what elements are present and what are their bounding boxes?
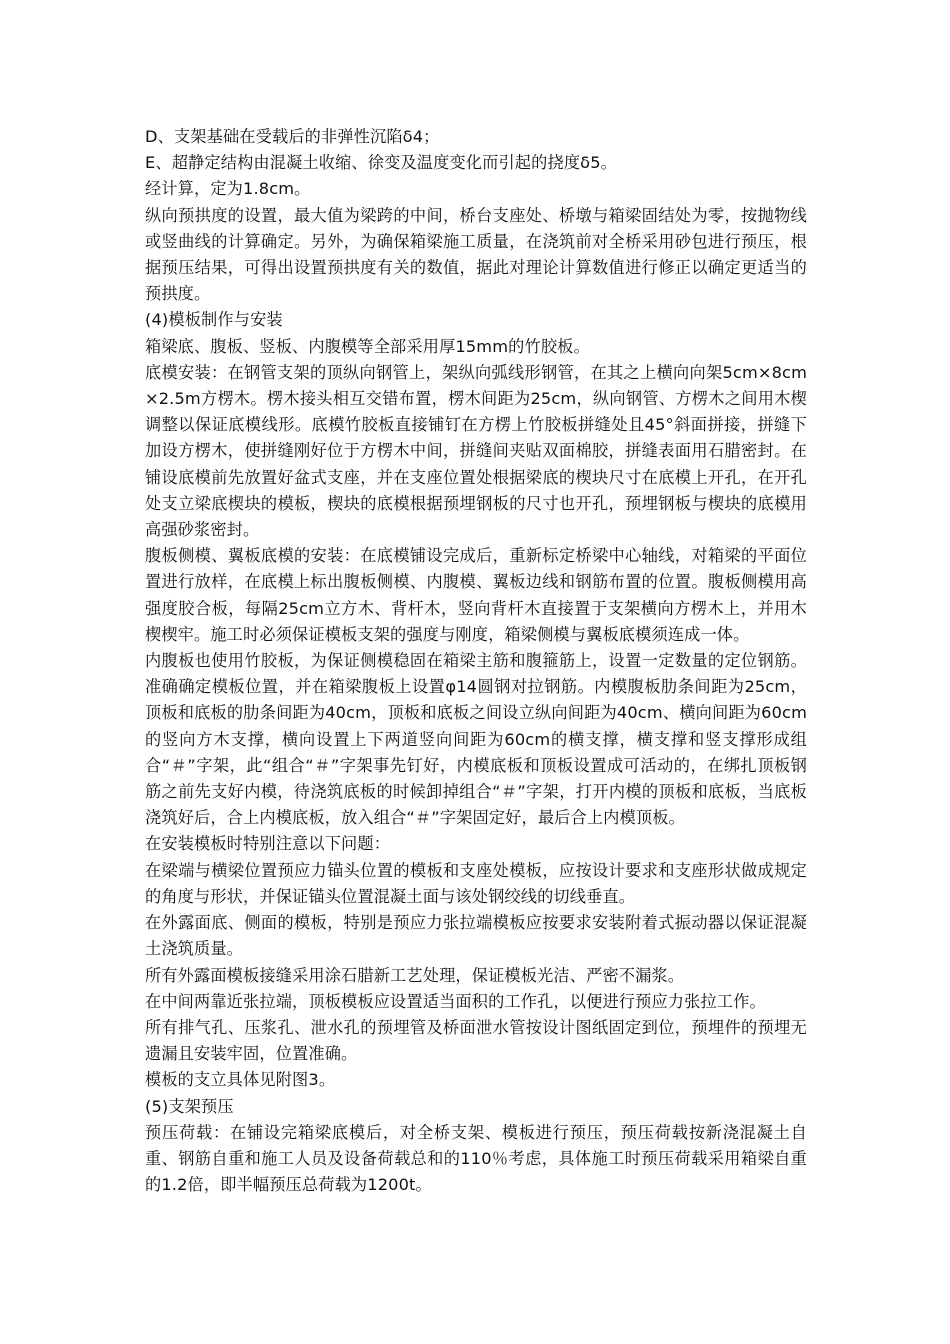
paragraph-anchor-forms: 在梁端与横梁位置预应力锚头位置的模板和支座处模板，应按设计要求和支座形状做成规定的角度与形状，并保证锚头位置混凝土面与该处钢绞线的切线垂直。 (145, 860, 807, 906)
document-body (145, 124, 807, 1198)
paragraph-preload: 预压荷载：在铺设完箱梁底模后，对全桥支架、模板进行预压，预压荷载按新浇混凝土自重、钢筋自重和施工人员及设备荷载总和的110％考虑，具体施工时预压荷载采用箱梁自重的1.2倍，即半幅预压总荷载为1200t。 (145, 1122, 807, 1195)
paragraph-e-item: E、超静定结构由混凝土收缩、徐变及温度变化而引起的挠度δ5。 (145, 153, 617, 173)
paragraph-d-item: D、支架基础在受载后的非弹性沉陷δ4； (145, 127, 440, 146)
section-heading-formwork: (4)模板制作与安装 (145, 310, 283, 330)
paragraph-bottom-form: 底模安装：在钢管支架的顶纵向钢管上，架纵向弧线形钢管，在其之上横向向架5cm×8cm×2.5m方楞木。楞木接头相互交错布置，楞木间距为25cm，纵向钢管、方楞木之间用木楔调整以保证底模线形。底模竹胶板直接铺钉在方楞上竹胶板拼缝处且45°斜面拼接，拼缝下加设方楞木，使拼缝刚好位于方楞木中间，拼缝间夹贴双面棉胶，拼缝表面用石腊密封。在铺设底模前先放置好盆式支座，并在支座位置处根据梁底的楔块尺寸在底模上开孔，在开孔处支立梁底楔块的模板，楔块的底模根据预埋钢板的尺寸也开孔，预埋钢板与楔块的底模用高强砂浆密封。 (145, 362, 807, 540)
section-heading-preload: (5)支架预压 (145, 1096, 234, 1116)
paragraph-notes-intro: 在安装模板时特别注意以下问题： (145, 834, 391, 854)
paragraph-figure-ref: 模板的支立具体见附图3。 (145, 1070, 336, 1090)
paragraph-web-side-form: 腹板侧模、翼板底模的安装：在底模铺设完成后，重新标定桥梁中心轴线，对箱梁的平面位置进行放样，在底模上标出腹板侧模、内腹模、翼板边线和钢筋布置的位置。腹板侧模用高强度胶合板，每隔25cm立方木、背杆木，竖向背杆木直接置于支架横向方楞木上，并用木楔楔牢。施工时必须保证模板支架的强度与刚度，箱梁侧模与翼板底模须连成一体。 (145, 546, 807, 644)
paragraph-calc-result: 经计算，定为1.8cm。 (145, 179, 311, 199)
paragraph-joints: 所有外露面模板接缝采用涂石腊新工艺处理，保证模板光洁、严密不漏浆。 (145, 965, 685, 985)
paragraph-inner-web: 内腹板也使用竹胶板，为保证侧模稳固在箱梁主筋和腹箍筋上，设置一定数量的定位钢筋。准确确定模板位置，并在箱梁腹板上设置φ14圆钢对拉钢筋。内模腹板肋条间距为25cm，顶板和底板的肋条间距为40cm，顶板和底板之间设立纵向间距为40cm、横向间距为60cm的竖向方木支撑，横向设置上下两道竖向间距为60cm的横支撑，横支撑和竖支撑形成组合“＃”字架，此“组合“＃”字架事先钉好，内模底板和顶板设置成可活动的，在绑扎顶板钢筋之前先支好内模，待浇筑底板的时候卸掉组合“＃”字架，打开内模的顶板和底板，当底板浇筑好后，合上内模底板，放入组合“＃”字架固定好，最后合上内模顶板。 (145, 651, 807, 828)
paragraph-work-hole: 在中间两靠近张拉端，顶板模板应设置适当面积的工作孔，以便进行预应力张拉工作。 (145, 991, 766, 1011)
paragraph-vibrator: 在外露面底、侧面的模板，特别是预应力张拉端模板应按要求安装附着式振动器以保证混凝土浇筑质量。 (145, 913, 807, 959)
paragraph-camber: 纵向预拱度的设置，最大值为梁跨的中间，桥台支座处、桥墩与箱梁固结处为零，按抛物线或竖曲线的计算确定。另外，为确保箱梁施工质量，在浇筑前对全桥采用砂包进行预压，根据预压结果，可得出设置预拱度有关的数值，据此对理论计算数值进行修正以确定更适当的预拱度。 (145, 205, 807, 304)
paragraph-embedded-pipes: 所有排气孔、压浆孔、泄水孔的预埋管及桥面泄水管按设计图纸固定到位，预埋件的预埋无遗漏且安装牢固，位置准确。 (145, 1017, 807, 1064)
paragraph-formwork-material: 箱梁底、腹板、竖板、内腹模等全部采用厚15mm的竹胶板。 (145, 336, 590, 356)
